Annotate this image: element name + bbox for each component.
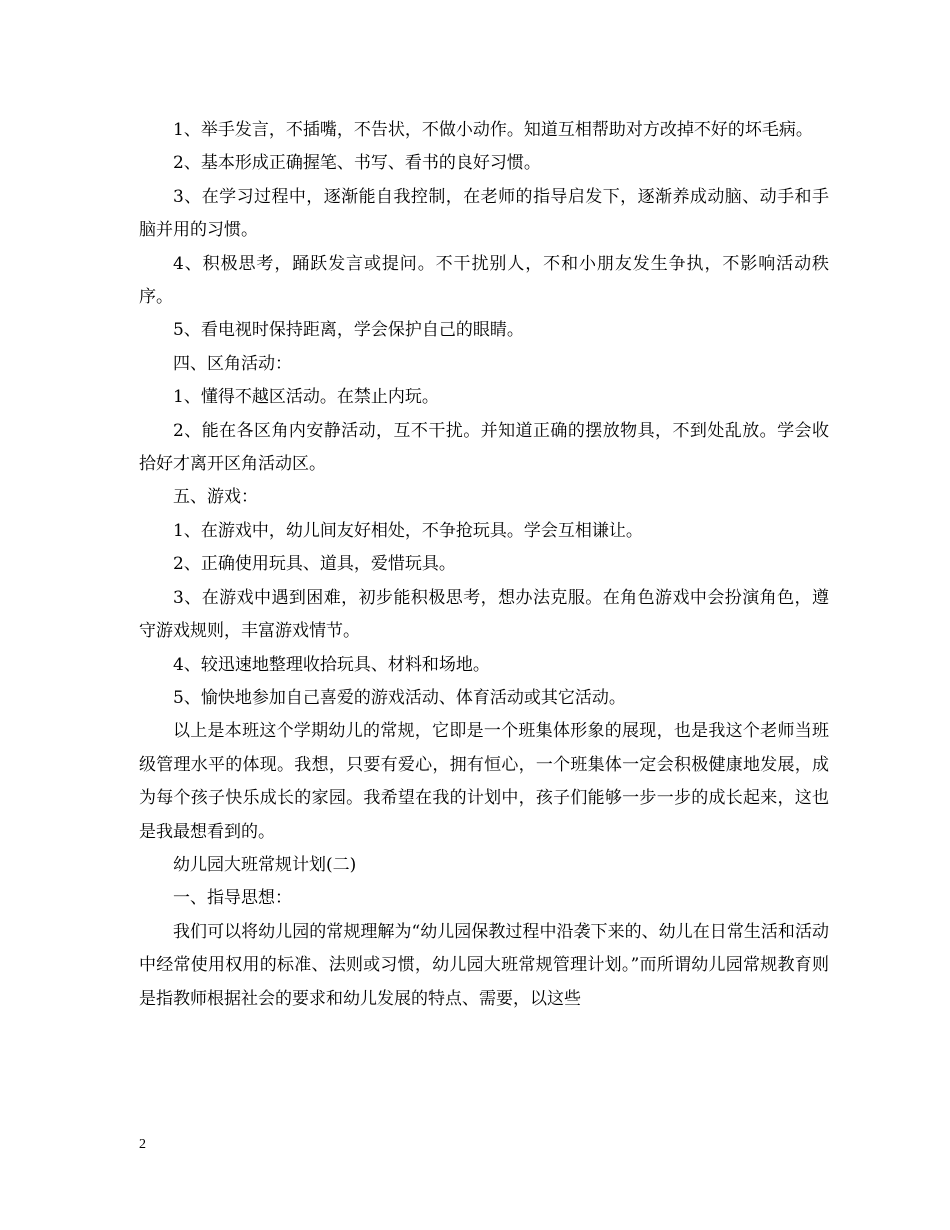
section-heading-guiding-ideology: 一、指导思想：: [173, 888, 292, 909]
paragraph-guiding-ideology: 我们可以将幼儿园的常规理解为“幼儿园保教过程中沿袭下来的、幼儿在日常生活和活动中经常使用权用的标准、法则或习惯，幼儿园大班常规管理计划。”而所谓幼儿园常规教育则是指教师根据社会的要求和幼儿发展的特点、需要，以这些: [139, 921, 829, 1009]
paragraph-rule-5: 5、看电视时保持距离，学会保护自己的眼睛。: [173, 320, 524, 341]
paragraph-corner-2: 2、能在各区角内安静活动，互不干扰。并知道正确的摆放物具，不到处乱放。学会收拾好才离开区角活动区。: [139, 420, 829, 475]
paragraph-rule-4: 4、积极思考，踊跃发言或提问。不干扰别人，不和小朋友发生争执，不影响活动秩序。: [139, 253, 829, 308]
paragraph-game-2: 2、正确使用玩具、道具，爱惜玩具。: [173, 554, 456, 575]
paragraph-rule-3: 3、在学习过程中，逐渐能自我控制，在老师的指导启发下，逐渐养成动脑、动手和手脑并用的习惯。: [139, 186, 829, 241]
paragraph-game-5: 5、愉快地参加自己喜爱的游戏活动、体育活动或其它活动。: [173, 687, 626, 708]
paragraph-rule-1: 1、举手发言，不插嘴，不告状，不做小动作。知道互相帮助对方改掉不好的坏毛病。: [173, 120, 813, 140]
page-number: 2: [139, 1137, 146, 1152]
paragraph-game-1: 1、在游戏中，幼儿间友好相处，不争抢玩具。学会互相谦让。: [173, 520, 643, 541]
plan-title: 幼儿园大班常规计划(二): [173, 854, 357, 875]
paragraph-rule-2: 2、基本形成正确握笔、书写、看书的良好习惯。: [173, 153, 541, 174]
section-heading-corner-activities: 四、区角活动：: [173, 353, 292, 374]
paragraph-game-4: 4、较迅速地整理收拾玩具、材料和场地。: [173, 654, 490, 675]
paragraph-corner-1: 1、懂得不越区活动。在禁止内玩。: [173, 387, 439, 408]
document-body: [139, 114, 829, 1016]
paragraph-game-3: 3、在游戏中遇到困难，初步能积极思考，想办法克服。在角色游戏中会扮演角色，遵守游戏规则，丰富游戏情节。: [139, 587, 829, 642]
paragraph-summary: 以上是本班这个学期幼儿的常规，它即是一个班集体形象的展现，也是我这个老师当班级管理水平的体现。我想，只要有爱心，拥有恒心，一个班集体一定会积极健康地发展，成为每个孩子快乐成长的家园。我希望在我的计划中，孩子们能够一步一步的成长起来，这也是我最想看到的。: [139, 721, 829, 842]
section-heading-games: 五、游戏：: [173, 487, 258, 508]
